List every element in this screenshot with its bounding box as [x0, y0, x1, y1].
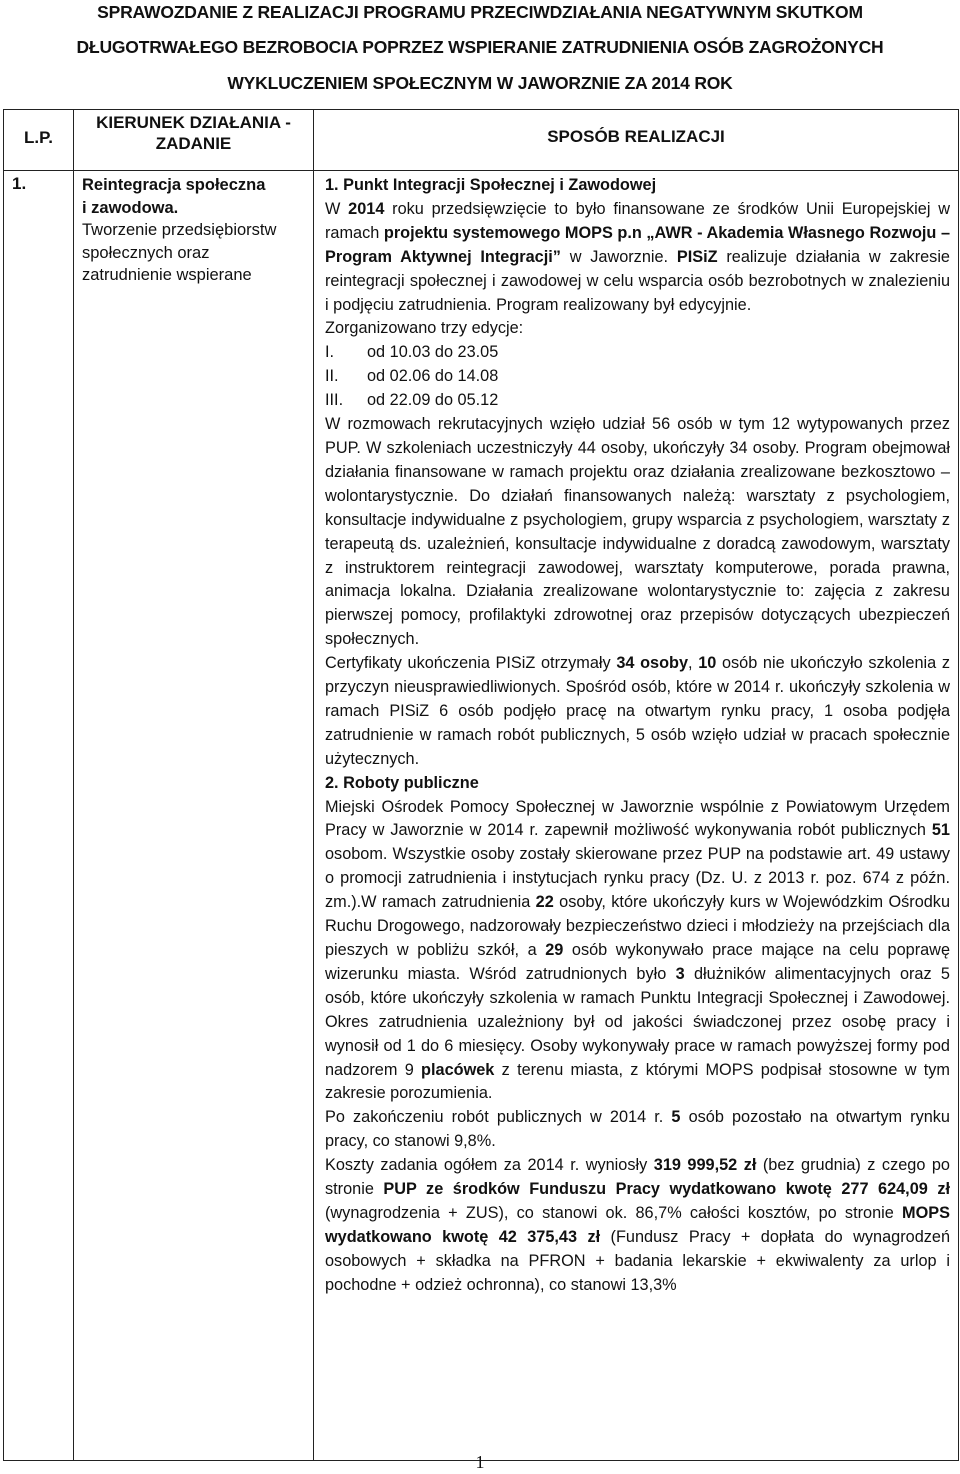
direction-title-line-1: Reintegracja społeczna [82, 176, 266, 194]
editions-list [325, 341, 950, 413]
table-header-row [4, 110, 959, 171]
page-number: 1 [475, 1452, 485, 1472]
section-2-paragraph-1: Miejski Ośrodek Pomocy Społecznej w Jaworznie wspólnie z Powiatowym Urzędem Pracy w Jaworznie w 2014 r. zapewnił możliwość wykonywania robót publicznych 51 osobom. Wszystkie osoby zostały skierowane przez PUP na podstawie art. 49 ustawy o promocji zatrudnienia i instytucjach rynku pracy (Dz. U. z 2013 r. poz. 674 z późn. zm.).W ramach zatrudnienia 22 osoby, które ukończyły kurs w Wojewódzkim Ośrodku Ruchu Drogowego, nadzorowały bezpieczeństwo dzieci i młodzieży na przejściach dla pieszych w pobliżu szkół, a 29 osób wykonywało prace mające na celu poprawę wizerunku miasta. Wśród zatrudnionych było 3 dłużników alimentacyjnych oraz 5 osób, które ukończyły szkolenia w ramach Punktu Integracji Społecznej i Zawodowej. Okres zatrudnienia uzależniony był od jakości świadczonej przez osobę pracy i wynosił od 1 do 6 miesięcy. Osoby wykonywały prace w ramach powyższej formy pod nadzorem 9 placówek z terenu miasta, z którymi MOPS podpisał stosowne w tym zakresie porozumienia. [325, 797, 950, 1103]
column-header-sposob: SPOSÓB REALIZACJI [314, 110, 959, 171]
section-2-heading: 2. Roboty publiczne [325, 773, 479, 792]
table-row [4, 171, 959, 1461]
row-direction [74, 171, 314, 1461]
section-1-paragraph-3: Certyfikaty ukończenia PISiZ otrzymały 34 osoby, 10 osób nie ukończyło szkolenia z przyczyn nieusprawiedliwionych. Spośród osób, które w 2014 r. ukończyły szkolenia w ramach PISiZ 6 osób podjęło pracę na otwartym rynku pracy, 1 osoba podjęła zatrudnienie w ramach robót publicznych, 5 osób wzięło udział w pracach społecznie użytecznych. [325, 654, 950, 768]
direction-text-line-3: zatrudnienie wspierane [82, 266, 252, 284]
list-item: II. od 02.06 do 14.08 [325, 367, 499, 386]
section-2-paragraph-3: Koszty zadania ogółem za 2014 r. wyniosły 319 999,52 zł (bez grudnia) z czego po stronie PUP ze środków Funduszu Pracy wydatkowano kwotę 277 624,09 zł (wynagrodzenia + ZUS), co stanowi ok. 86,7% całości kosztów, po stronie MOPS wydatkowano kwotę 42 375,43 zł (Fundusz Pracy + dopłata do wynagrodzeń osobowych + składka na PFRON + badania lekarskie + ekwiwalenty za urlop i pochodne + odzież ochronna), co stanowi 13,3% [325, 1156, 950, 1294]
report-title-line-3: WYKLUCZENIEM SPOŁECZNYM W JAWORZNIE ZA 2014 ROK [227, 73, 733, 93]
direction-text-line-1: Tworzenie przedsiębiorstw [82, 221, 277, 239]
list-item: I. od 10.03 do 23.05 [325, 343, 499, 362]
column-header-kierunek-line-1: KIERUNEK DZIAŁANIA - [96, 113, 291, 132]
implementation-content [325, 174, 950, 1460]
column-header-kierunek [74, 110, 314, 171]
row-implementation [314, 171, 959, 1461]
report-title-line-2: DŁUGOTRWAŁEGO BEZROBOCIA POPRZEZ WSPIERANIE ZATRUDNIENIA OSÓB ZAGROŻONYCH [76, 37, 884, 57]
report-title-line-1: SPRAWOZDANIE Z REALIZACJI PROGRAMU PRZECIWDZIAŁANIA NEGATYWNYM SKUTKOM [97, 2, 863, 22]
section-1-paragraph-1: W 2014 roku przedsięwzięcie to było finansowane ze środków Unii Europejskiej w ramach projektu systemowego MOPS p.n „AWR - Akademia Własnego Rozwoju – Program Aktywnej Integracji” w Jaworznie. PISiZ realizuje działania w zakresie reintegracji społecznej i zawodowej w celu wsparcia osób bezrobotnych w znalezieniu i podjęciu zatrudnienia. Program realizowany był edycyjnie. [325, 199, 950, 314]
list-item: III. od 22.09 do 05.12 [325, 391, 499, 410]
section-2-paragraph-2: Po zakończeniu robót publicznych w 2014 r. 5 osób pozostało na otwartym rynku pracy, co stanowi 9,8%. [325, 1108, 950, 1151]
column-header-lp: L.P. [4, 110, 74, 171]
direction-text-line-2: społecznych oraz [82, 243, 210, 262]
editions-intro: Zorganizowano trzy edycje: [325, 319, 524, 338]
section-1-paragraph-2: W rozmowach rekrutacyjnych wzięło udział 56 osób w tym 12 wytypowanych przez PUP. W szkoleniach uczestniczyły 44 osoby, ukończyły 34 osoby. Program obejmował działania finansowane w ramach projektu oraz działania zrealizowane bezkosztowo – wolontarystycznie. Do działań finansowanych należą: warsztaty z psychologiem, konsultacje indywidualne z psychologiem, grupy wsparcia z psychologiem, warsztaty z terapeutą ds. uzależnień, konsultacje indywidualne z doradcą zawodowym, warsztaty z instruktorem reintegracji zawodowej, warsztaty komputerowe, porada prawna, animacja lokalna. Działania zrealizowane wolontarystycznie to: zajęcia z zakresu pierwszej pomocy, profilaktyki zdrowotnej oraz przepisów dotyczących ubezpieczeń społecznych. [325, 415, 950, 649]
report-table [3, 109, 959, 1461]
row-number: 1. [4, 171, 74, 1461]
section-1-heading: 1. Punkt Integracji Społecznej i Zawodowej [325, 176, 657, 194]
direction-title-line-2: i zawodowa. [82, 198, 179, 217]
column-header-kierunek-line-2: ZADANIE [155, 134, 232, 153]
